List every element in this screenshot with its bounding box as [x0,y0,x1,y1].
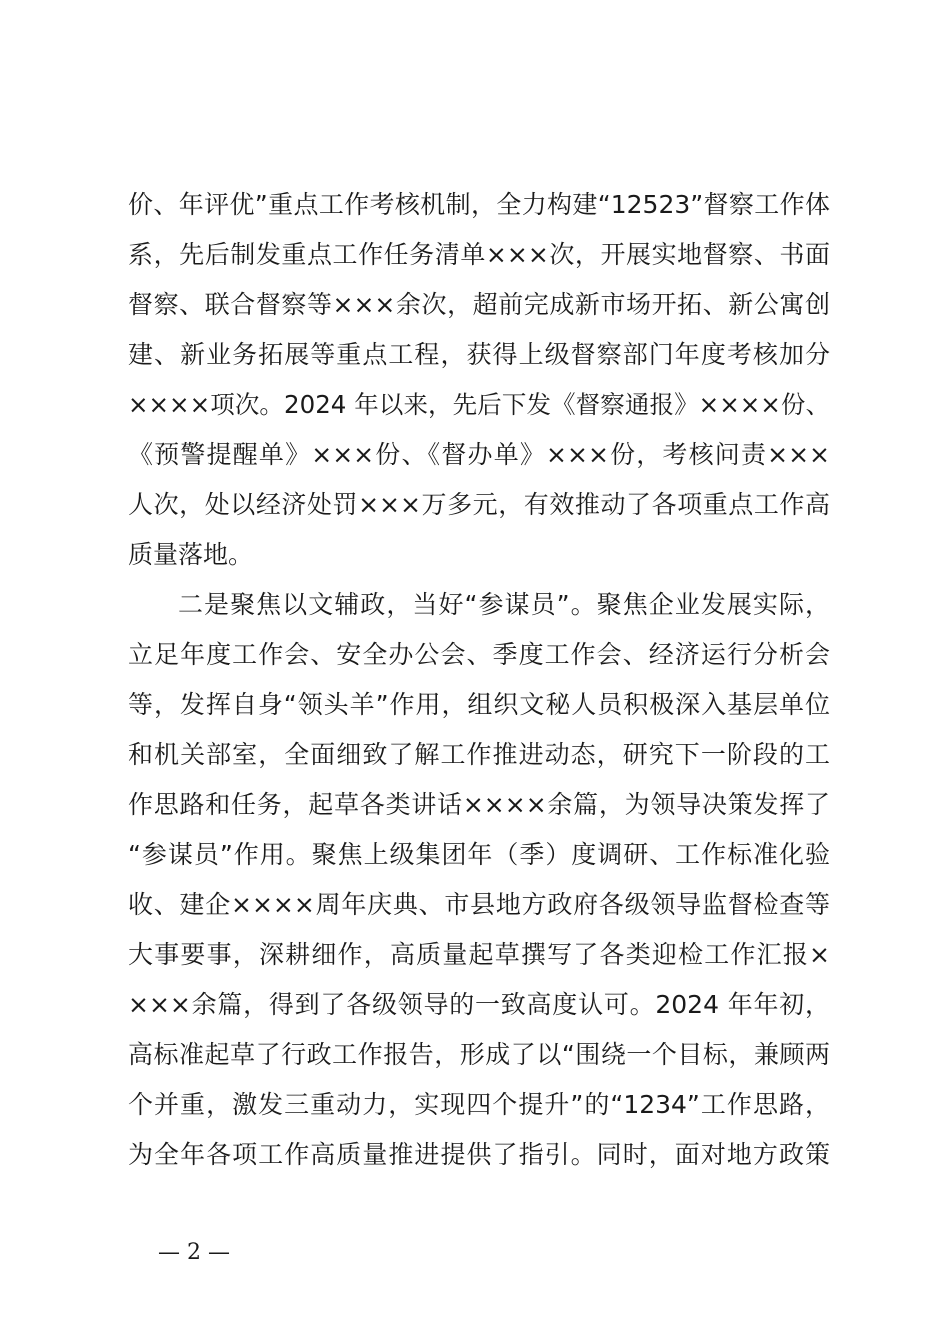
text-line: 质量落地。 [128,540,254,569]
text-line: 价、年评优”重点工作考核机制，全力构建“12523”督察工作体 [128,190,830,219]
text-line: 系，先后制发重点工作任务清单×××次，开展实地督察、书面 [128,240,830,269]
text-line: 人次，处以经济处罚×××万多元，有效推动了各项重点工作高 [128,490,830,519]
text-line: 大事要事，深耕细作，高质量起草撰写了各类迎检工作汇报× [128,940,830,969]
text-line: 个并重，激发三重动力，实现四个提升”的“1234”工作思路， [128,1090,830,1119]
text-line: 收、建企××××周年庆典、市县地方政府各级领导监督检查等 [128,890,830,919]
text-line: 等，发挥自身“领头羊”作用，组织文秘人员积极深入基层单位 [128,690,830,719]
text-line: 高标准起草了行政工作报告，形成了以“围绕一个目标，兼顾两 [128,1040,830,1069]
text-line: ×××余篇，得到了各级领导的一致高度认可。2024 年年初， [128,990,830,1019]
text-line: 建、新业务拓展等重点工程，获得上级督察部门年度考核加分 [128,340,830,369]
page-number: — 2 — [158,1240,230,1265]
text-line: 立足年度工作会、安全办公会、季度工作会、经济运行分析会 [128,640,830,669]
text-line: “参谋员”作用。聚焦上级集团年（季）度调研、工作标准化验 [128,840,830,869]
paragraph-start-line: 二是聚焦以文辅政，当好“参谋员”。聚焦企业发展实际， [178,590,830,619]
body-text [128,180,830,1180]
text-line: 督察、联合督察等×××余次，超前完成新市场开拓、新公寓创 [128,290,830,319]
text-line: 为全年各项工作高质量推进提供了指引。同时，面对地方政策 [128,1140,830,1169]
text-line: ××××项次。2024 年以来，先后下发《督察通报》××××份、 [128,390,830,419]
text-line: 《预警提醒单》×××份、《督办单》×××份，考核问责××× [128,440,830,469]
text-line: 作思路和任务，起草各类讲话××××余篇，为领导决策发挥了 [128,790,830,819]
text-line: 和机关部室，全面细致了解工作推进动态，研究下一阶段的工 [128,740,830,769]
